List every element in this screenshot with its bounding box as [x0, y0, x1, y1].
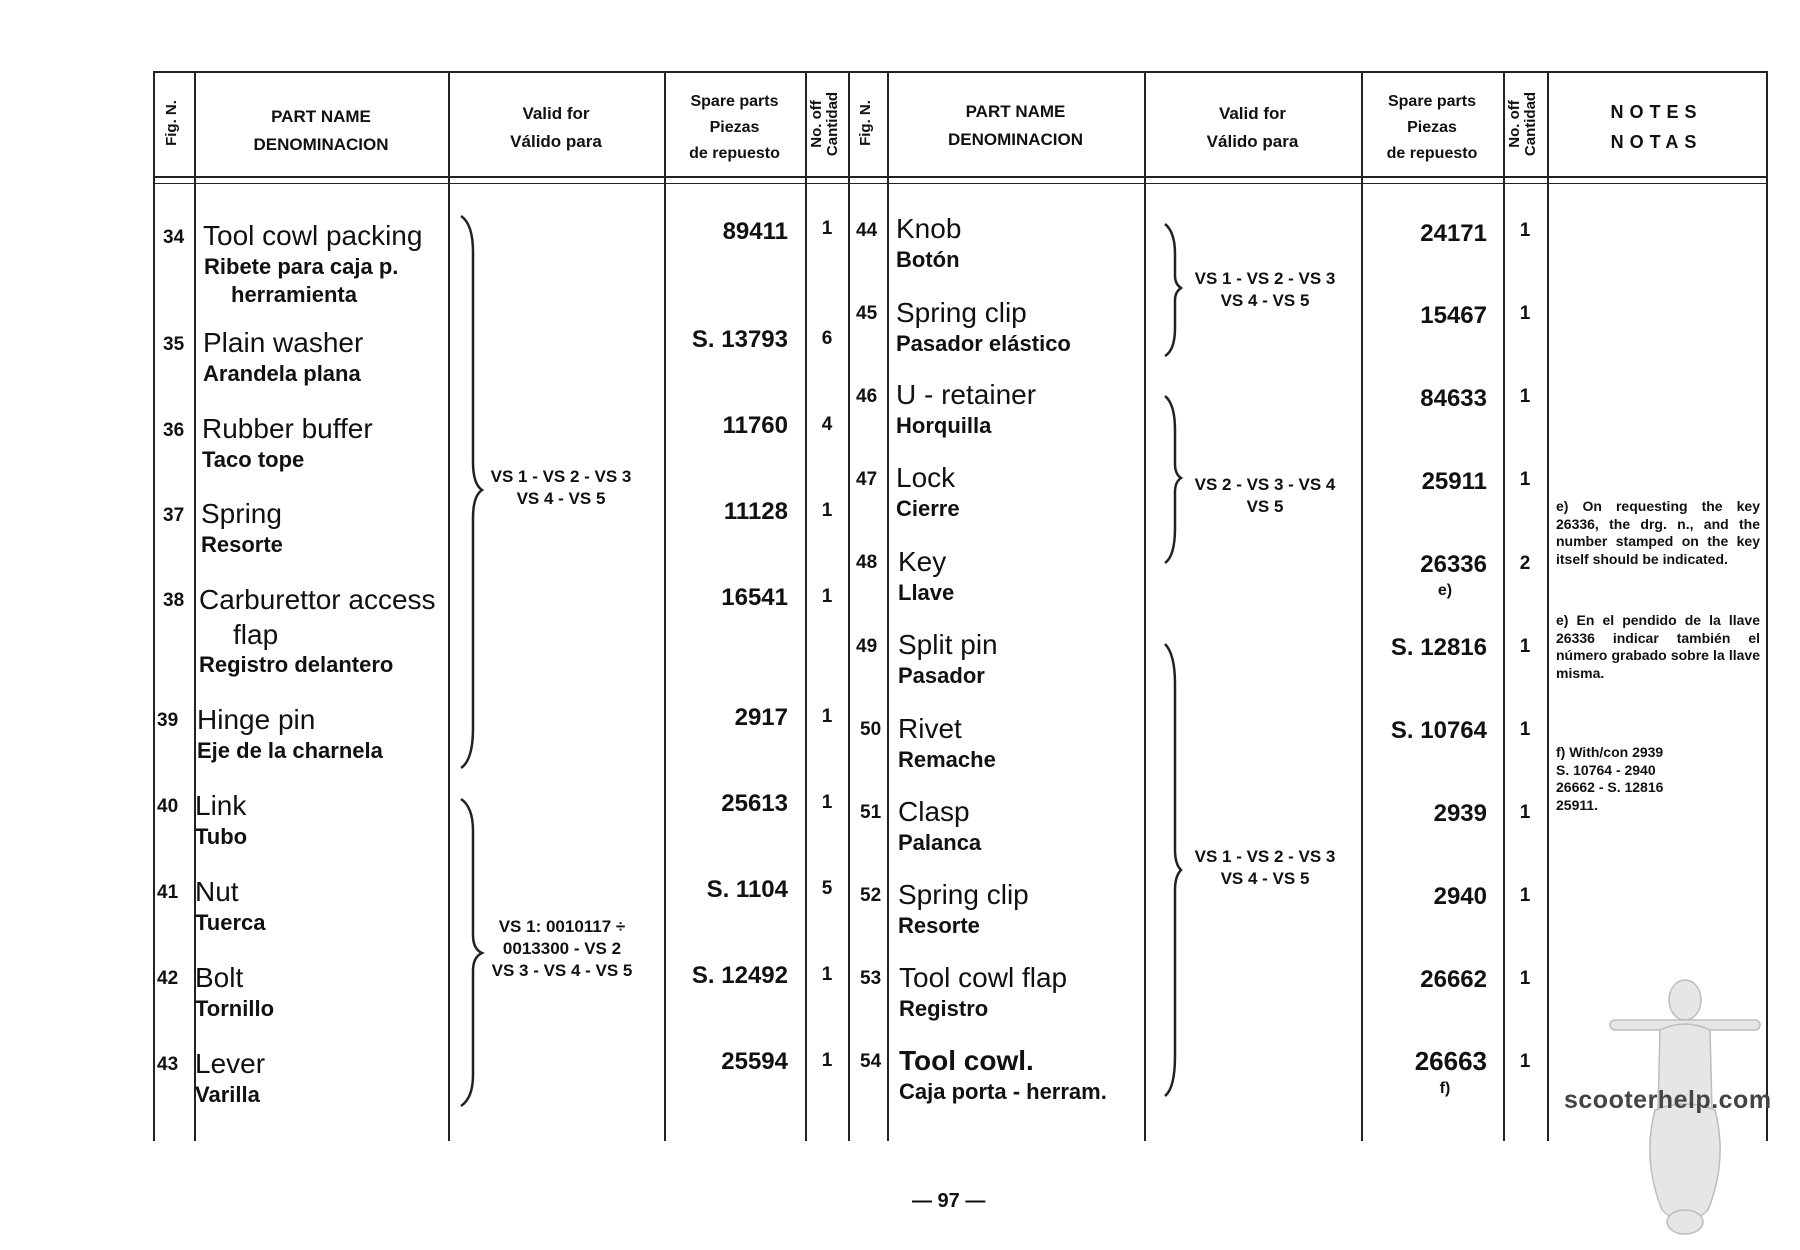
part-name-en: Plain washer — [203, 327, 364, 358]
quantity: 1 — [821, 706, 833, 727]
part-name-header-right: PART NAME DENOMINACION — [947, 102, 1084, 149]
quantity: 1 — [1519, 719, 1531, 740]
quantity: 1 — [821, 1050, 833, 1071]
fig-number: 46 — [856, 386, 878, 407]
part-name-es: Taco tope — [202, 447, 305, 472]
spare-part-number: 11760 — [722, 412, 788, 439]
qty-header-left: No. off Cantidad — [808, 91, 841, 157]
col-border-9 — [1503, 71, 1505, 1141]
fig-number: 35 — [163, 334, 185, 355]
spare-part-number: 84633 — [1420, 385, 1487, 412]
spare-part-number: 16541 — [721, 584, 788, 611]
fig-number: 34 — [163, 227, 185, 248]
valid-for-group-right-3: VS 1 - VS 2 - VS 3 VS 4 - VS 5 — [1194, 847, 1336, 888]
part-name-en-cont: flap — [233, 619, 279, 650]
part-name-es: Tubo — [195, 824, 248, 849]
spare-part-number: S. 13793 — [691, 326, 788, 353]
note-reference: e) — [1437, 582, 1453, 599]
part-name-en: Hinge pin — [197, 704, 316, 735]
part-name-es: Caja porta - herram. — [899, 1079, 1107, 1104]
quantity: 1 — [1519, 469, 1531, 490]
part-name-es: Resorte — [201, 532, 283, 557]
fig-number: 50 — [860, 719, 882, 740]
part-name-en: Key — [898, 546, 947, 577]
part-name-es: Pasador elástico — [896, 331, 1071, 356]
fig-number: 54 — [860, 1051, 882, 1072]
fig-number: 45 — [856, 303, 878, 324]
fig-number: 36 — [163, 420, 185, 441]
part-name-en: Lever — [195, 1048, 266, 1079]
part-name-en: Spring clip — [896, 297, 1027, 328]
quantity: 1 — [1519, 968, 1531, 989]
fig-number: 37 — [163, 505, 185, 526]
part-name-en: Tool cowl. — [899, 1045, 1034, 1076]
valid-header-right: Valid for Válido para — [1206, 104, 1299, 151]
valid-for-group-right-2: VS 2 - VS 3 - VS 4 VS 5 — [1194, 475, 1336, 516]
spare-part-number: 2939 — [1433, 800, 1487, 827]
col-border-7 — [1144, 71, 1146, 1141]
part-name-en: Spring — [201, 498, 282, 529]
spare-part-number: 26662 — [1420, 966, 1487, 993]
part-name-en: Knob — [896, 213, 962, 244]
col-border-5 — [848, 71, 850, 1141]
quantity: 1 — [1519, 636, 1531, 657]
notes-header: NOTES NOTAS — [1610, 102, 1703, 152]
fig-number: 49 — [856, 636, 878, 657]
fig-number: 47 — [856, 469, 878, 490]
part-name-en: Rubber buffer — [202, 413, 373, 444]
spare-part-number: 26663 — [1414, 1046, 1487, 1076]
page-number: — 97 — — [912, 1190, 986, 1212]
fig-number: 53 — [860, 968, 882, 989]
part-name-en: Split pin — [898, 629, 998, 660]
spare-header-left: Spare parts Piezas de repuesto — [689, 93, 780, 162]
part-name-es: Arandela plana — [203, 361, 361, 386]
quantity: 1 — [821, 500, 833, 521]
fig-number: 38 — [163, 590, 185, 611]
spare-part-number: S. 12492 — [691, 962, 788, 989]
quantity: 1 — [1519, 1051, 1531, 1072]
fig-number: 48 — [856, 552, 878, 573]
spare-header-right: Spare parts Piezas de repuesto — [1386, 93, 1478, 162]
part-name-es: Tornillo — [195, 996, 275, 1021]
part-name-en: Carburettor access — [199, 584, 436, 615]
spare-part-number: 15467 — [1420, 302, 1487, 329]
col-border-10 — [1547, 71, 1549, 1141]
part-name-es: Cierre — [896, 496, 960, 521]
fig-number: 40 — [157, 796, 179, 817]
quantity: 1 — [1519, 386, 1531, 407]
spare-part-number: 25594 — [721, 1048, 788, 1075]
fig-number: 42 — [157, 968, 179, 989]
header-bottom-border — [153, 176, 1768, 178]
valid-for-group-right-1: VS 1 - VS 2 - VS 3 VS 4 - VS 5 — [1194, 269, 1336, 310]
valid-for-group-1: VS 1 - VS 2 - VS 3 VS 4 - VS 5 — [490, 467, 632, 508]
part-name-es: Varilla — [195, 1082, 260, 1107]
part-name-en: Clasp — [898, 796, 970, 827]
fig-number: 41 — [157, 882, 179, 903]
part-name-en: U - retainer — [896, 379, 1037, 410]
fig-number: 39 — [157, 710, 179, 731]
fig-number: 43 — [157, 1054, 179, 1075]
spare-part-number: 24171 — [1420, 220, 1487, 247]
quantity: 1 — [821, 586, 833, 607]
part-name-es: Botón — [896, 247, 960, 272]
quantity: 1 — [821, 964, 833, 985]
note-e-english: e) On requesting the key 26336, the drg. n., and the number stamped on the key itself should be indicated. — [1556, 498, 1760, 567]
col-border-6 — [887, 71, 889, 1141]
spare-part-number: 89411 — [722, 218, 788, 245]
quantity: 1 — [1519, 303, 1531, 324]
col-border-2 — [448, 71, 450, 1141]
watermark-text: scooterhelp.com — [1564, 1086, 1772, 1114]
spare-part-number: 25911 — [1421, 468, 1487, 495]
spare-part-number: 2940 — [1433, 883, 1487, 910]
spare-part-number: S. 1104 — [706, 876, 788, 903]
part-name-es: Pasador — [898, 663, 985, 688]
part-name-es: Tuerca — [195, 910, 266, 935]
note-e-spanish: e) En el pendido de la llave 26336 indicar también el número grabado sobre la llave misma. — [1556, 612, 1760, 681]
spare-part-number: 2917 — [734, 704, 788, 731]
quantity: 1 — [821, 792, 833, 813]
spare-part-number: S. 12816 — [1390, 634, 1487, 661]
quantity: 5 — [821, 878, 833, 899]
fig-number: 51 — [860, 802, 882, 823]
fig-number: 52 — [860, 885, 882, 906]
header-double-border — [153, 183, 1768, 184]
part-name-en: Link — [195, 790, 247, 821]
part-name-en: Nut — [195, 876, 239, 907]
part-name-en: Spring clip — [898, 879, 1029, 910]
quantity: 1 — [1519, 220, 1531, 241]
valid-for-group-2: VS 1: 0010117 ÷ 0013300 - VS 2 VS 3 - VS 4 - VS 5 — [491, 917, 633, 980]
valid-header-left: Valid for Válido para — [510, 104, 602, 151]
spare-part-number: 11128 — [723, 498, 788, 525]
quantity: 2 — [1519, 553, 1531, 574]
part-name-es: Resorte — [898, 913, 980, 938]
qty-header-right: No. off Cantidad — [1506, 91, 1539, 157]
note-reference: f) — [1439, 1080, 1451, 1097]
part-name-en: Tool cowl flap — [899, 962, 1068, 993]
part-name-es: Remache — [898, 747, 996, 772]
quantity: 4 — [821, 414, 833, 435]
note-f: f) With/con 2939 S. 10764 - 2940 26662 - S. 12816 25911. — [1556, 744, 1664, 813]
quantity: 1 — [1519, 885, 1531, 906]
part-name-es: Llave — [898, 580, 955, 605]
col-border-0 — [153, 71, 155, 1141]
spare-part-number: S. 10764 — [1390, 717, 1487, 744]
quantity: 1 — [1519, 802, 1531, 823]
part-name-es: Ribete para caja p. — [204, 254, 399, 279]
fig-label-right: Fig. N. — [857, 100, 874, 146]
part-name-header-left: PART NAME DENOMINACION — [253, 107, 389, 154]
part-name-en: Tool cowl packing — [203, 220, 423, 251]
spare-part-number: 25613 — [721, 790, 788, 817]
quantity: 1 — [821, 218, 833, 239]
part-name-es: Horquilla — [896, 413, 992, 438]
spare-part-number: 26336 — [1420, 551, 1487, 578]
part-name-es: Registro delantero — [199, 652, 394, 677]
fig-number: 44 — [856, 220, 878, 241]
part-name-es: Palanca — [898, 830, 982, 855]
part-name-en: Rivet — [898, 713, 962, 744]
part-name-es: Eje de la charnela — [197, 738, 383, 763]
part-name-es-cont: herramienta — [231, 282, 357, 307]
part-name-es: Registro — [899, 996, 989, 1021]
fig-label-left: Fig. N. — [163, 100, 180, 146]
col-border-4 — [805, 71, 807, 1141]
quantity: 6 — [821, 328, 833, 349]
part-name-en: Bolt — [195, 962, 244, 993]
table-top-border — [153, 71, 1768, 73]
part-name-en: Lock — [896, 462, 956, 493]
